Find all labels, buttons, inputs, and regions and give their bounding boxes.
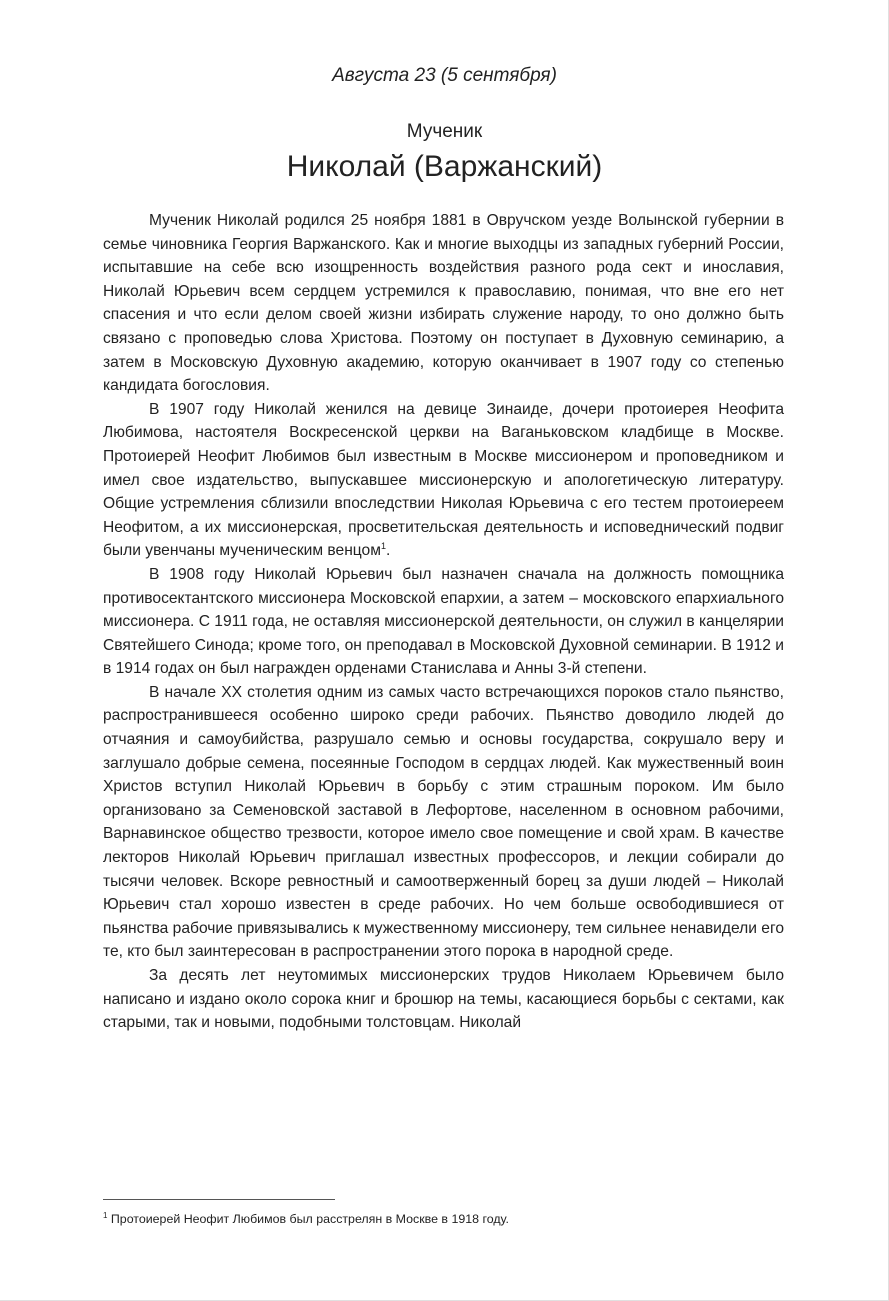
paragraph-2-text: В 1907 году Николай женился на девице Зинаиде, дочери протоиерея Неофита Любимова, настоятеля Воскресенской церкви на Ваганьковском кладбище в Москве. Протоиерей Неофит Любимов был известным в Москве миссионером и проповедником и имел свое издательство, выпускавшее миссионерскую и апологетическую литературу. Общие устремления сблизили впоследствии Николая Юрьевича с его тестем протоиереем Неофитом, а их миссионерская, просветительская деятельность и исповеднический подвиг были увенчаны мученическим венцом [103,400,784,560]
feast-date: Августа 23 (5 сентября) [332,65,557,86]
footnote-marker: 1 [103,1210,108,1220]
article-body [103,209,784,1035]
paragraph-1: Мученик Николай родился 25 ноября 1881 в Овручском уезде Волынской губернии в семье чиновника Георгия Варжанского. Как и многие выходцы из западных губерний России, испытавшие на себе всю изощренность воздействия разного рода сект и инославия, Николай Юрьевич всем сердцем устремился к православию, понимая, что вне его нет спасения и что если делом своей жизни избирать служение народу, то оно должно быть связано с проповедью слова Христова. Поэтому он поступает в Духовную семинарию, а затем в Московскую Духовную академию, которую оканчивает в 1907 году со степенью кандидата богословия. [103,212,784,395]
paragraph-2 [103,398,784,563]
footnote-text: Протоиерей Неофит Любимов был расстрелян в Москве в 1918 году. [107,1212,509,1226]
paragraph-2-end: . [385,542,391,560]
footnote-separator [103,1199,335,1200]
paragraph-4: В начале XX столетия одним из самых часто встречающихся пороков стало пьянство, распространившееся особенно широко среди рабочих. Пьянство доводило людей до отчаяния и самоубийства, разрушало семью и основы государства, сокрушало веру и заглушало добрые семена, посеянные Господом в сердцах людей. Как мужественный воин Христов вступил Николай Юрьевич в борьбу с этим страшным пороком. Им было организовано за Семеновской заставой в Лефортове, населенном в основном рабочими, Варнавинское общество трезвости, которое имело свое помещение и свой храм. В качестве лекторов Николай Юрьевич приглашал известных профессоров, и лекции собирали до тысячи человек. Вскоре ревностный и самоотверженный борец за души людей – Николай Юрьевич стал хорошо известен в среде рабочих. Но чем больше освободившиеся от пьянства рабочие привязывались к мужественному миссионеру, тем сильнее ненавидели его те, кто был заинтересован в распространении этого порока в народной среде. [103,683,784,961]
footnote [103,1211,784,1228]
saint-rank: Мученик [406,121,483,142]
paragraph-3: В 1908 году Николай Юрьевич был назначен сначала на должность помощника противосектантского миссионера Московской епархии, а затем – московского епархиального миссионера. С 1911 года, не оставляя миссионерской деятельности, он служил в канцелярии Святейшего Синода; кроме того, он преподавал в Московской Духовной семинарии. В 1912 и в 1914 годах он был награжден орденами Станислава и Анны 3-й степени. [103,565,784,678]
saint-name-title: Николай (Варжанский) [286,150,603,183]
footnote-reference[interactable]: 1 [380,541,386,552]
paragraph-5: За десять лет неутомимых миссионерских трудов Николаем Юрьевичем было написано и издано около сорока книг и брошюр на темы, касающиеся борьбы с сектами, как старыми, так и новыми, подобными толстовцам. Николай [103,967,784,1032]
